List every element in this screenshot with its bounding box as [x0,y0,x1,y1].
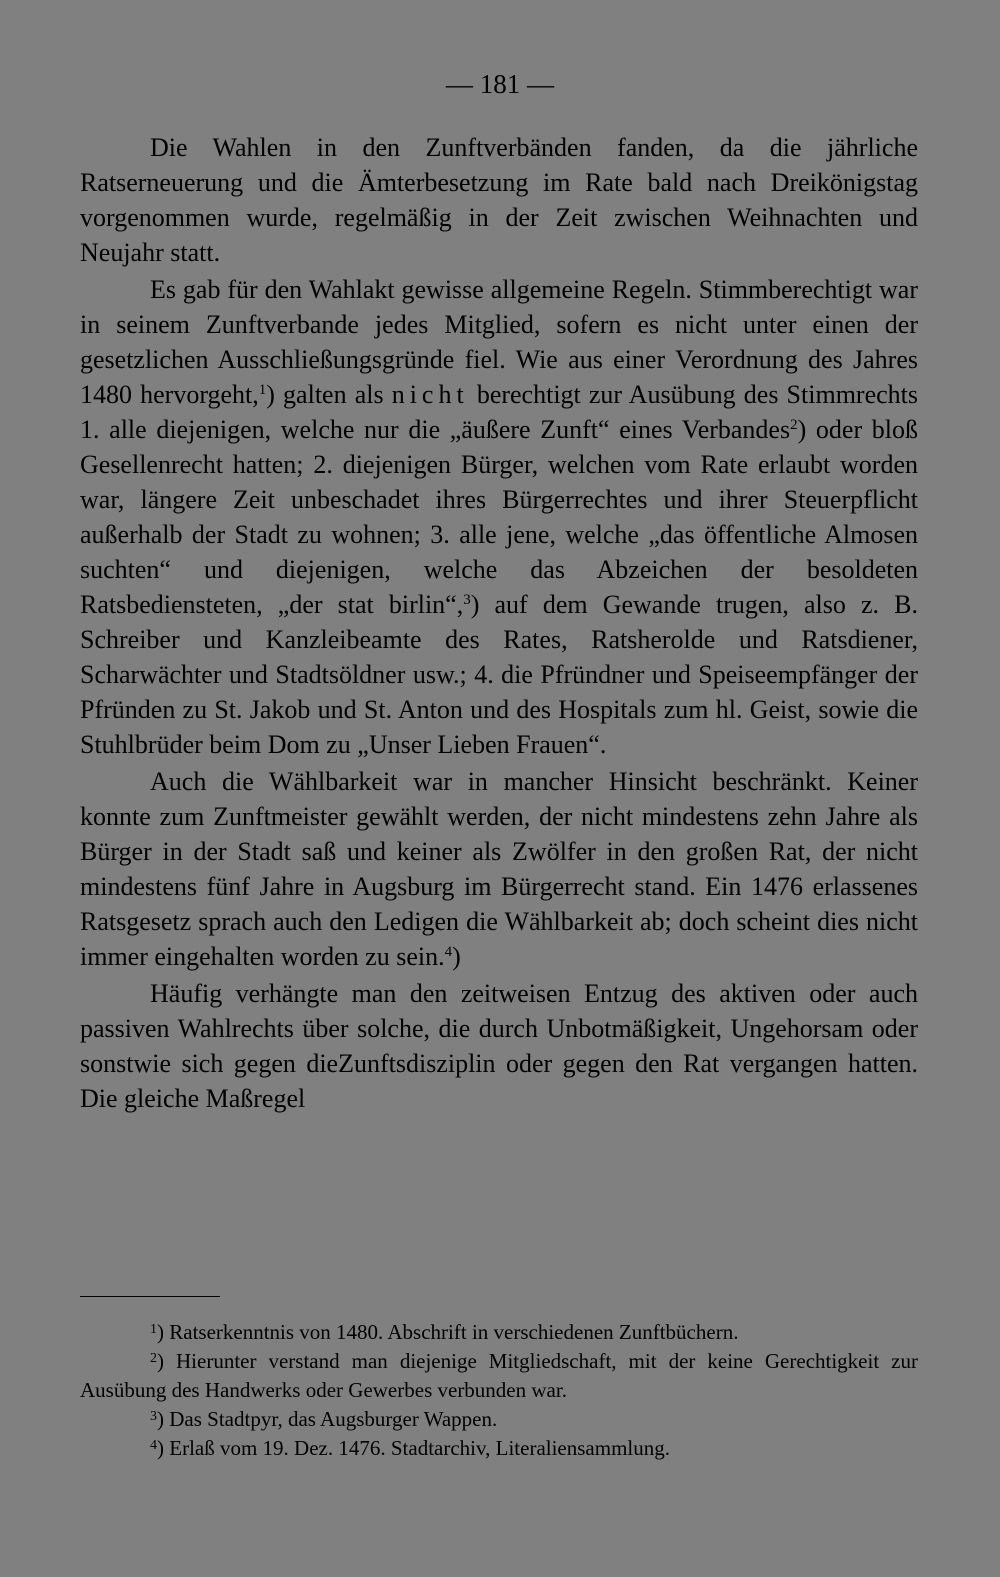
body-text [80,130,918,1116]
emphasis-nicht: nicht [391,380,469,409]
paragraph-2-text-c: berechtigt zur Ausübung des Stimmrechts 1. alle diejenigen, welche nur die „äußere Zunft“ eines Verbandes [80,380,918,444]
footnote-1 [80,1318,918,1347]
paragraph-2 [80,272,918,762]
paragraph-2-text-d: ) oder bloß Gesellenrecht hatten; 2. diejenigen Bürger, welchen vom Rate erlaubt worden war, längere Zeit unbeschadet ihres Bürgerrechtes und ihrer Steuerpflicht außerhalb der Stadt zu wohnen; 3. alle jene, welche „das öffentliche Almosen suchten“ und diejenigen, welche das Abzeichen der besoldeten Ratsbediensteten, „der stat birlin“, [80,415,918,619]
paragraph-3-text-a: Auch die Wählbarkeit war in mancher Hinsicht beschränkt. Keiner konnte zum Zunftmeister gewählt werden, der nicht mindestens zehn Jahre als Bürger in der Stadt saß und keiner als Zwölfer in den großen Rat, der nicht mindestens fünf Jahre in Augsburg im Bürgerrecht stand. Ein 1476 erlassenes Ratsgesetz sprach auch den Ledigen die Wählbarkeit ab; doch scheint dies nicht immer eingehalten worden zu sein. [80,767,918,971]
footnote-4 [80,1434,918,1463]
paragraph-1: Die Wahlen in den Zunftverbänden fanden, da die jährliche Ratserneuerung und die Ämterbesetzung im Rate bald nach Dreikönigstag vorgenommen wurde, regelmäßig in der Zeit zwischen Weihnachten und Neujahr statt. [80,133,918,267]
paragraph-2-text-a: Es gab für den Wahlakt gewisse allgemeine Regeln. Stimmberechtigt war in seinem Zunftverbande jedes Mitglied, sofern es nicht unter einen der gesetzlichen Ausschließungsgründe fiel. Wie aus einer Verordnung des Jahres 1480 hervorgeht, [80,275,918,409]
footnotes [80,1318,918,1463]
footnote-divider [80,1296,220,1297]
footnote-2-mark: 2 [150,1351,157,1366]
paragraph-2-text-b: ) galten als [266,380,392,409]
footnote-ref-2[interactable]: 2 [790,417,798,433]
footnote-1-mark: 1 [150,1322,157,1337]
footnote-ref-4[interactable]: 4 [444,944,453,960]
paragraph-2-text-e: ) auf dem Gewande trugen, also z. B. Schreiber und Kanzleibeamte des Rates, Ratsherolde und Ratsdiener, Scharwächter und Stadtsöldner usw.; 4. die Pfründner und Speiseempfänger der Pfründen zu St. Jakob und St. Anton und des Hospitals zum hl. Geist, sowie die Stuhlbrüder beim Dom zu „Unser Lieben Frauen“. [80,590,919,759]
footnote-ref-3[interactable]: 3 [463,592,471,608]
footnote-2-text: ) Hierunter verstand man diejenige Mitgliedschaft, mit der keine Gerechtigkeit zur Ausübung des Handwerks oder Gewerbes verbunden war. [80,1349,918,1402]
paragraph-4: Häufig verhängte man den zeitweisen Entzug des aktiven oder auch passiven Wahlrechts über solche, die durch Unbotmäßigkeit, Ungehorsam oder sonstwie sich gegen dieZunftsdisziplin oder gegen den Rat vergangen hatten. Die gleiche Maßregel [80,979,918,1113]
footnote-1-text: ) Ratserkenntnis von 1480. Abschrift in verschiedenen Zunftbüchern. [157,1320,739,1344]
footnote-3-mark: 3 [150,1409,157,1424]
page-number: — 181 — [446,69,554,99]
footnote-2 [80,1347,918,1405]
footnote-4-mark: 4 [150,1438,157,1453]
footnote-ref-1[interactable]: 1 [258,382,267,398]
paragraph-3 [80,764,918,974]
footnote-3 [80,1405,918,1434]
paragraph-3-text-b: ) [452,942,461,971]
footnote-3-text: ) Das Stadtpyr, das Augsburger Wappen. [157,1407,498,1431]
footnote-4-text: ) Erlaß vom 19. Dez. 1476. Stadtarchiv, Literaliensammlung. [157,1436,671,1460]
